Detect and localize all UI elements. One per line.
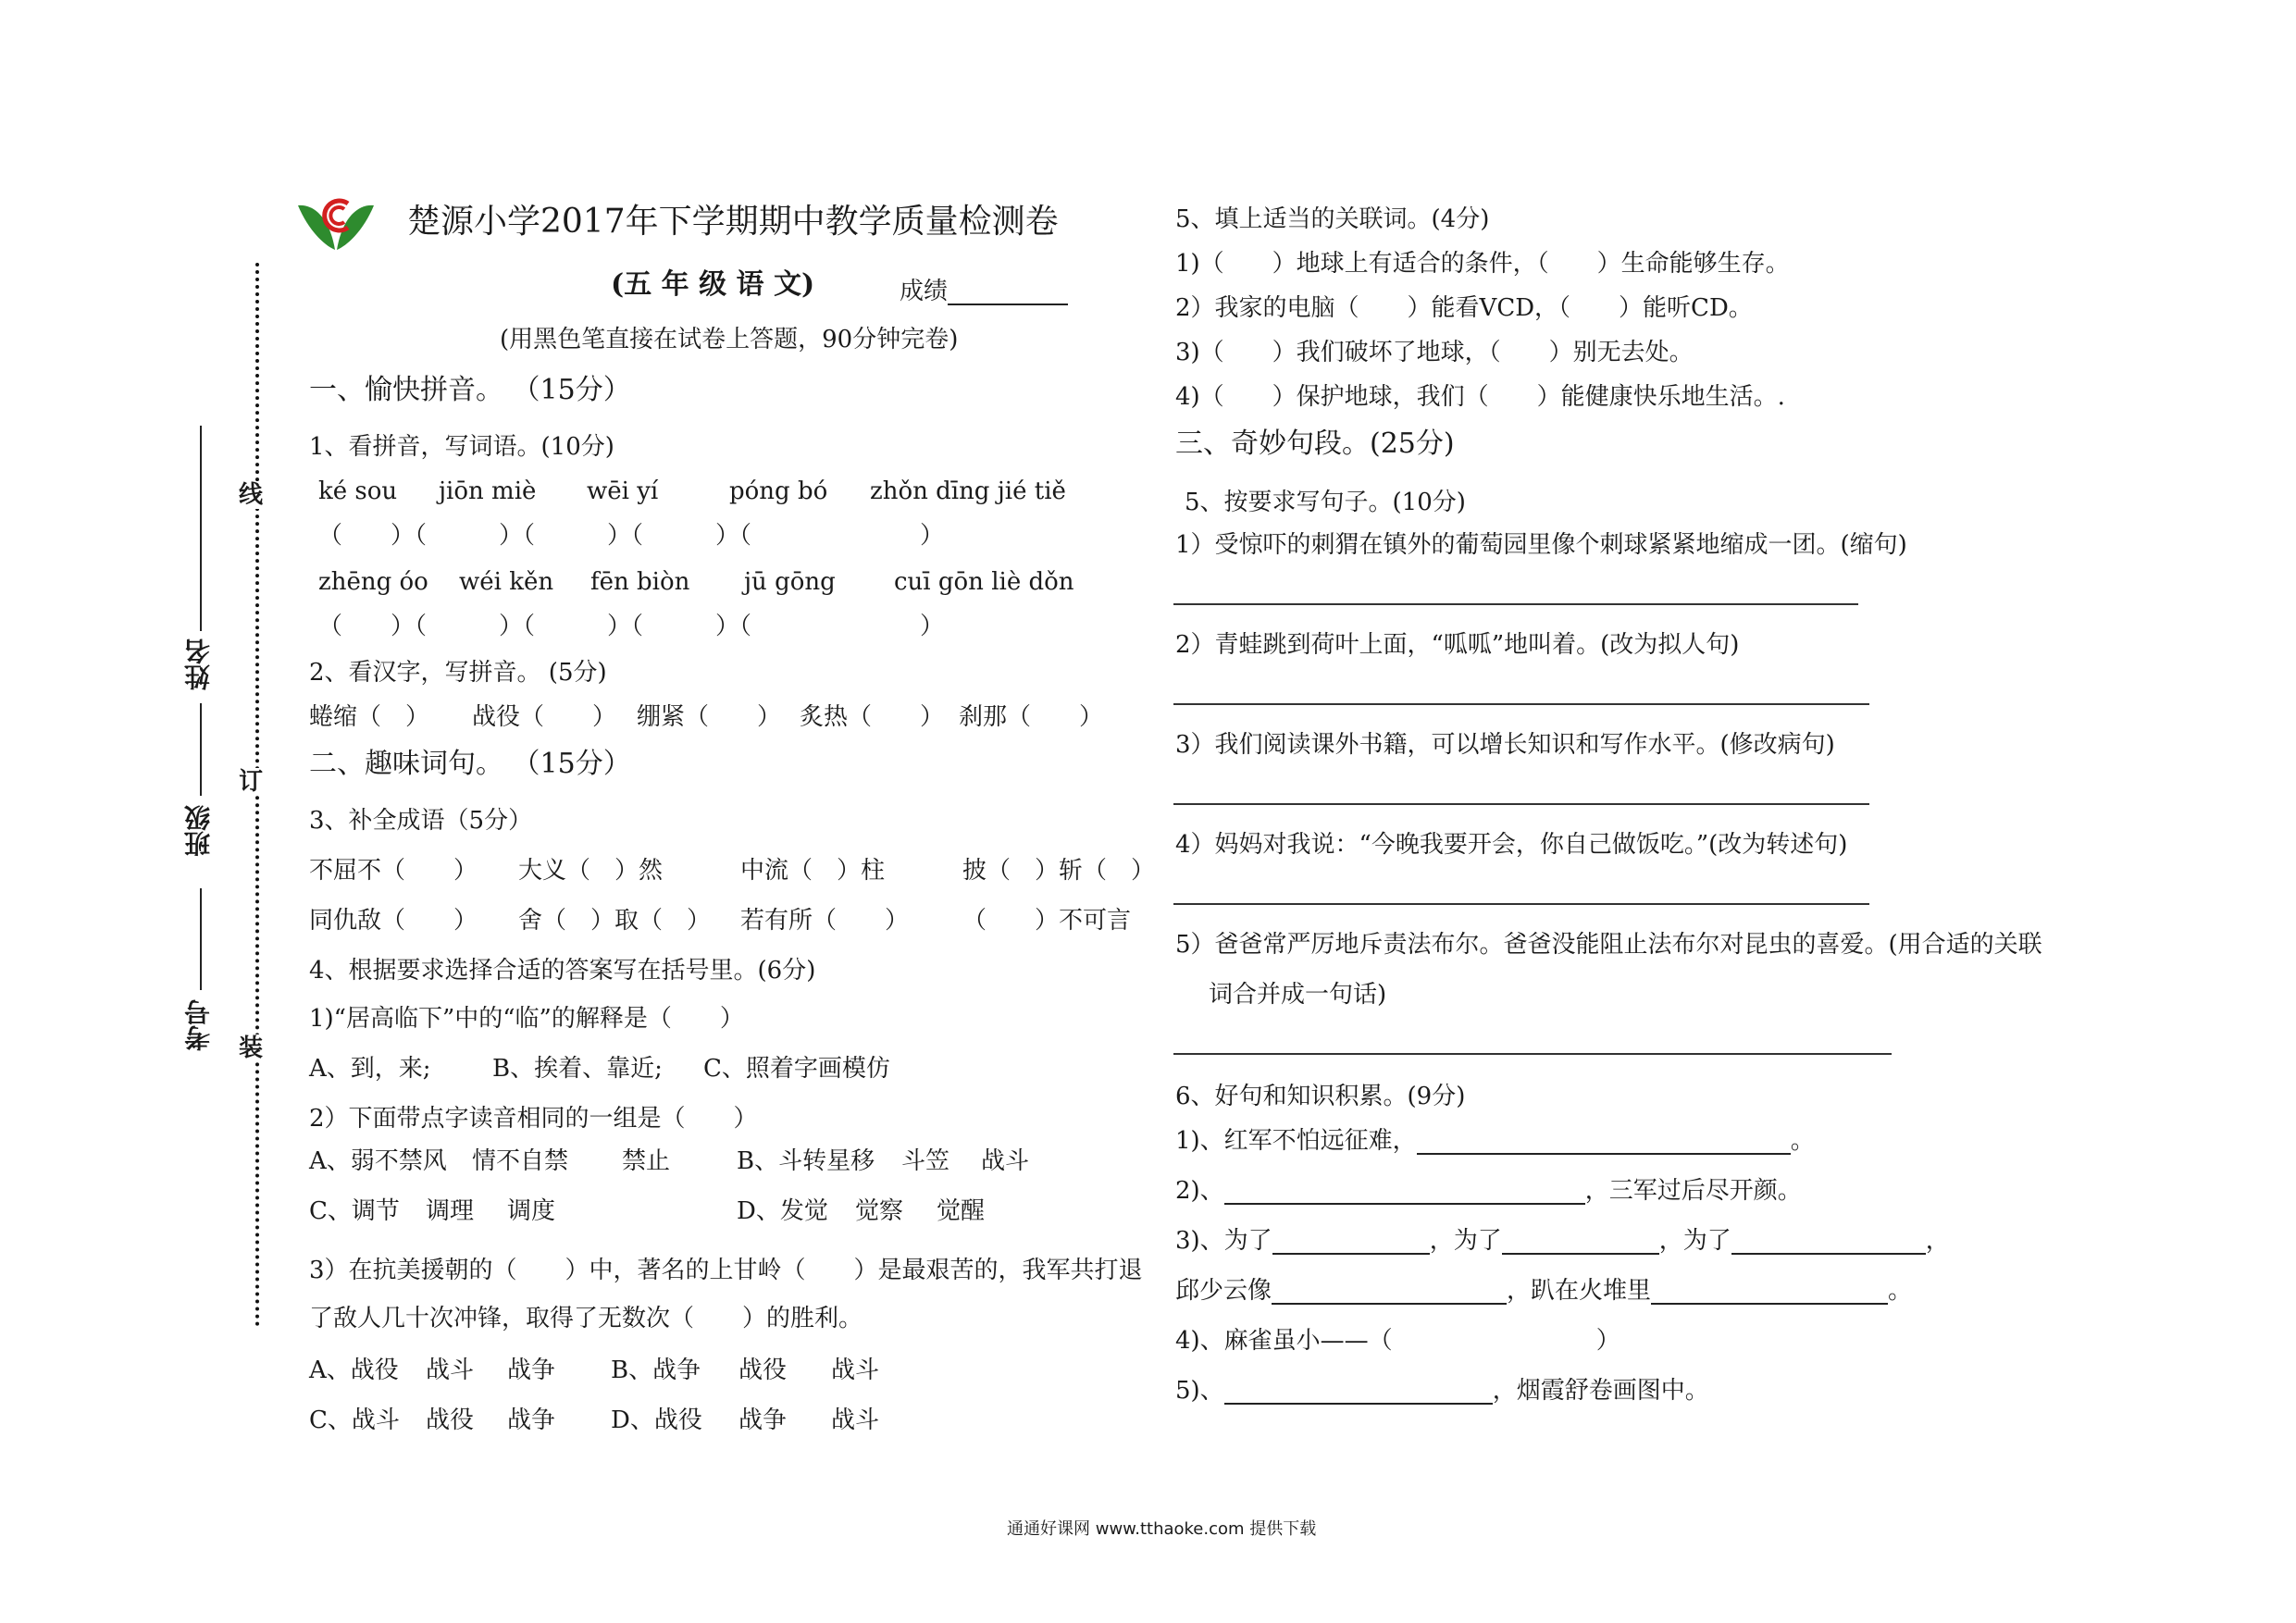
q4-2-b2[interactable]: 斗笠 (901, 1147, 950, 1175)
sentence-task-5-cont: 词合并成一句话) (1209, 981, 1387, 1009)
q4-2: 2）下面带点字读音相同的一组是（ ） (309, 1105, 758, 1133)
q6-5-blank[interactable] (1224, 1377, 1493, 1405)
q4-3-b1[interactable]: B、战争 (611, 1357, 701, 1384)
sentence-task-5: 5）爸爸常严厉地斥责法布尔。爸爸没能阻止法布尔对昆虫的喜爱。(用合适的关联 (1175, 931, 2042, 959)
q4-2-d3[interactable]: 觉醒 (937, 1197, 986, 1225)
q6-3-blank-1[interactable] (1272, 1227, 1430, 1255)
idiom-1[interactable]: 不屈不（ ） (309, 857, 478, 885)
q6-4[interactable]: 4)、麻雀虽小——（ ） (1175, 1327, 1620, 1355)
q6-3b: 邱少云像 ，趴在火堆里 。 (1175, 1277, 1913, 1305)
q4-1-opt-a[interactable]: A、到，来; (309, 1055, 431, 1083)
label-class: 班级 (183, 805, 214, 857)
question-5: 5、填上适当的关联词。(4分) (1175, 205, 1490, 233)
q6-2: 2)、 ，三军过后尽开颜。 (1175, 1177, 1802, 1205)
exam-subtitle: (五 年 级 语 文) (611, 268, 815, 301)
q6-3b-blank-1[interactable] (1272, 1277, 1507, 1305)
section-3-heading: 三、奇妙句段。(25分) (1175, 427, 1455, 460)
pinyin-9: jū gōng (744, 568, 836, 596)
q4-1-opt-b[interactable]: B、挨着、靠近; (492, 1055, 663, 1083)
label-exam-no: 考号 (183, 999, 214, 1051)
binding-char-zhuang: 装 (239, 1035, 264, 1062)
q4-3-c1[interactable]: C、战斗 (309, 1406, 400, 1434)
q2-word-1: 蜷缩（ ） (309, 703, 430, 731)
q4-2-b3[interactable]: 战斗 (981, 1147, 1030, 1175)
q4-3-b2[interactable]: 战役 (738, 1357, 788, 1384)
q4-2-c1[interactable]: C、调节 (309, 1197, 400, 1225)
q6-1: 1)、红军不怕远征难， 。 (1175, 1127, 1815, 1155)
binding-char-xian: 线 (239, 481, 264, 509)
pinyin-1: ké sou (318, 477, 398, 505)
answer-line-1[interactable] (1173, 603, 1858, 605)
class-blank[interactable] (200, 703, 202, 796)
q4-2-a3[interactable]: 禁止 (622, 1147, 671, 1175)
q4-3-a2[interactable]: 战斗 (426, 1357, 475, 1384)
q4-2-d2[interactable]: 觉察 (855, 1197, 904, 1225)
score-label: 成绩 (900, 278, 1068, 305)
q6-5: 5)、 ，烟霞舒卷画图中。 (1175, 1377, 1709, 1405)
q4-3-c2[interactable]: 战役 (426, 1406, 475, 1434)
q6-3: 3)、为了 ，为了 ，为了 ， (1175, 1227, 1950, 1255)
q4-2-c2[interactable]: 调理 (426, 1197, 475, 1225)
binding-char-ding: 订 (239, 768, 264, 796)
q4-3-line2: 了敌人几十次冲锋，取得了无数次（ ）的胜利。 (309, 1305, 863, 1332)
q6-3-blank-3[interactable] (1731, 1227, 1926, 1255)
question-5b: 5、按要求写句子。(10分) (1185, 489, 1466, 516)
pinyin-10: cuī gōn liè dǒn (894, 568, 1074, 596)
instruction: (用黑色笔直接在试卷上答题，90分钟完卷) (500, 326, 959, 353)
q4-1-opt-c[interactable]: C、照着字画模仿 (703, 1055, 890, 1083)
question-4: 4、根据要求选择合适的答案写在括号里。(6分) (309, 957, 816, 985)
idiom-8[interactable]: （ ）不可言 (962, 907, 1132, 935)
school-logo (294, 196, 378, 255)
q4-3-a1[interactable]: A、战役 (309, 1357, 399, 1384)
q2-word-2: 战役（ ） (472, 703, 617, 731)
sentence-task-2: 2）青蛙跳到荷叶上面，“呱呱”地叫着。(改为拟人句) (1175, 631, 1740, 659)
q4-2-a2[interactable]: 情不自禁 (472, 1147, 569, 1175)
name-blank[interactable] (200, 426, 202, 631)
sentence-task-3: 3）我们阅读课外书籍，可以增长知识和写作水平。(修改病句) (1175, 731, 1835, 759)
q4-3-c3[interactable]: 战争 (507, 1406, 556, 1434)
q4-3-d3[interactable]: 战斗 (831, 1406, 880, 1434)
idiom-6[interactable]: 舍（ ）取（ ） (518, 907, 712, 935)
question-6: 6、好句和知识积累。(9分) (1175, 1083, 1466, 1110)
answer-line-4[interactable] (1173, 903, 1869, 905)
idiom-7[interactable]: 若有所（ ） (740, 907, 910, 935)
q4-2-c3[interactable]: 调度 (507, 1197, 556, 1225)
q4-3-d2[interactable]: 战争 (738, 1406, 788, 1434)
answer-line-5[interactable] (1173, 1053, 1892, 1055)
q5-item-2[interactable]: 2）我家的电脑（ ）能看VCD，（ ）能听CD。 (1175, 294, 1753, 322)
answer-brackets-row2[interactable]: （ ）（ ）（ ）（ ）（ ） (318, 613, 945, 640)
idiom-3[interactable]: 中流（ ）柱 (740, 857, 886, 885)
question-3: 3、补全成语（5分） (309, 807, 533, 835)
q4-3-b3[interactable]: 战斗 (831, 1357, 880, 1384)
sentence-task-1: 1）受惊吓的刺猬在镇外的葡萄园里像个刺球紧紧地缩成一团。(缩句) (1175, 531, 1907, 559)
exam-title: 楚源小学2017年下学期期中教学质量检测卷 (407, 203, 1059, 241)
pinyin-6: zhēng óo (318, 568, 428, 596)
q6-3-blank-2[interactable] (1502, 1227, 1659, 1255)
idiom-5[interactable]: 同仇敌（ ） (309, 907, 478, 935)
pinyin-2: jiōn miè (439, 477, 537, 505)
section-2-heading: 二、趣味词句。 （15分） (309, 748, 631, 780)
footer-source: 通通好课网 www.tthaoke.com 提供下载 (1007, 1519, 1317, 1539)
q2-word-5: 刹那（ ） (959, 703, 1104, 731)
q5-item-1[interactable]: 1)（ ）地球上有适合的条件，（ ）生命能够生存。 (1175, 250, 1790, 278)
q6-3b-blank-2[interactable] (1651, 1277, 1888, 1305)
q4-3-d1[interactable]: D、战役 (611, 1406, 702, 1434)
q4-2-b1[interactable]: B、斗转星移 (737, 1147, 875, 1175)
q4-3-a3[interactable]: 战争 (507, 1357, 556, 1384)
sentence-task-4: 4）妈妈对我说：“今晚我要开会，你自己做饭吃。”(改为转述句) (1175, 831, 1848, 859)
q4-1: 1)“居高临下”中的“临”的解释是（ ） (309, 1005, 744, 1033)
question-2: 2、看汉字，写拼音。 (5分) (309, 659, 607, 687)
q2-word-4: 炙热（ ） (800, 703, 945, 731)
pinyin-5: zhǒn dīng jié tiě (870, 477, 1066, 505)
pinyin-3: wēi yí (587, 477, 659, 505)
answer-line-3[interactable] (1173, 803, 1869, 805)
answer-brackets-row1[interactable]: （ ）（ ）（ ）（ ）（ ） (318, 522, 945, 550)
question-1: 1、看拼音，写词语。(10分) (309, 433, 614, 461)
q5-item-3[interactable]: 3)（ ）我们破坏了地球，（ ）别无去处。 (1175, 339, 1694, 366)
answer-line-2[interactable] (1173, 703, 1869, 705)
q6-2-blank[interactable] (1224, 1177, 1585, 1205)
q4-2-d1[interactable]: D、发觉 (737, 1197, 828, 1225)
q6-1-blank[interactable] (1417, 1127, 1791, 1155)
pinyin-7: wéi kěn (459, 568, 554, 596)
q4-3-line1: 3）在抗美援朝的（ ）中，著名的上甘岭（ ）是最艰苦的，我军共打退 (309, 1257, 1143, 1284)
q4-2-a1[interactable]: A、弱不禁风 (309, 1147, 447, 1175)
section-1-heading: 一、愉快拼音。 （15分） (309, 374, 631, 406)
q2-word-3: 绷紧（ ） (637, 703, 782, 731)
exam-no-blank[interactable] (200, 888, 202, 990)
label-name: 姓名 (183, 638, 214, 690)
pinyin-4: póng bó (729, 477, 828, 505)
pinyin-8: fēn biòn (590, 568, 690, 596)
q5-item-4[interactable]: 4)（ ）保护地球，我们（ ）能健康快乐地生活。. (1175, 383, 1785, 411)
idiom-2[interactable]: 大义（ ）然 (518, 857, 664, 885)
idiom-4[interactable]: 披（ ）斩（ ） (962, 857, 1156, 885)
